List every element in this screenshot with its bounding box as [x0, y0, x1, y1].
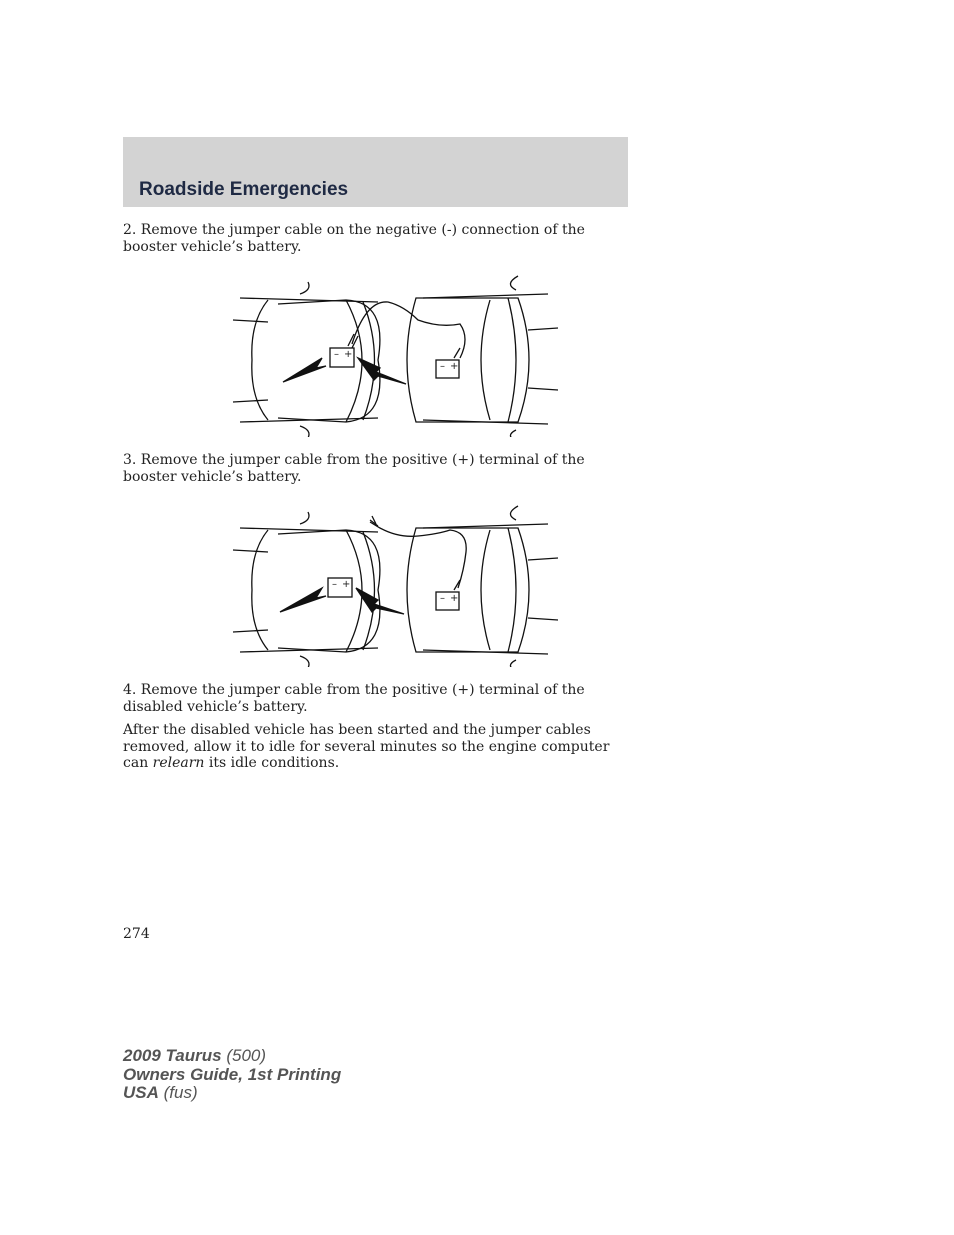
step-2-text: 2. Remove the jumper cable on the negative (-) connection of the booster vehicle’s battery. [123, 222, 585, 255]
footer-model: 2009 Taurus [123, 1046, 222, 1065]
section-header-band [123, 137, 628, 207]
battery-minus-symbol: – [440, 361, 445, 372]
battery-plus-symbol: + [450, 593, 459, 604]
closing-text-before: After the disabled vehicle has been started and the jumper cables removed, allow it to idle for several minutes so the engine computer can [123, 722, 610, 771]
jump-start-diagram-2 [228, 502, 558, 662]
closing-paragraph [123, 722, 631, 772]
battery-minus-symbol: – [332, 579, 337, 590]
footer-market: USA [123, 1083, 159, 1102]
footer-market-code: (fus) [163, 1083, 198, 1102]
battery-plus-symbol: + [450, 361, 459, 372]
step-4-text: 4. Remove the jumper cable from the positive (+) terminal of the disabled vehicle’s battery. [123, 682, 585, 715]
document-footer [123, 1047, 341, 1103]
page-number: 274 [123, 926, 150, 942]
footer-model-code: (500) [226, 1046, 267, 1065]
step-3-text: 3. Remove the jumper cable from the positive (+) terminal of the booster vehicle’s battery. [123, 452, 585, 485]
section-title: Roadside Emergencies [139, 179, 349, 200]
closing-emphasis: relearn [152, 755, 205, 771]
battery-minus-symbol: – [440, 593, 445, 604]
battery-plus-symbol: + [344, 349, 353, 360]
footer-edition: Owners Guide, 1st Printing [123, 1064, 342, 1084]
battery-plus-symbol: + [342, 579, 351, 590]
closing-text-after: its idle conditions. [204, 755, 340, 771]
jump-start-diagram-1 [228, 272, 558, 432]
battery-minus-symbol: – [334, 349, 339, 360]
